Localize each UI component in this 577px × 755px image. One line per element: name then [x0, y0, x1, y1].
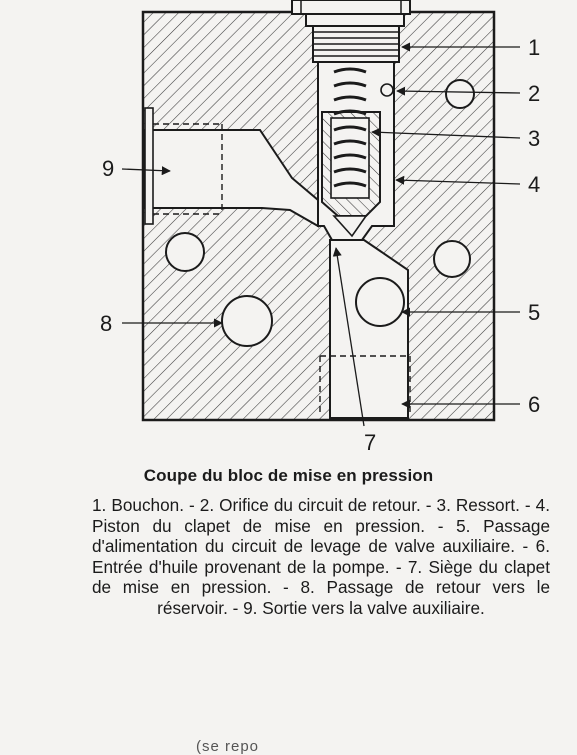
callout-2: 2 [528, 81, 541, 106]
return-passage [222, 296, 272, 346]
return-orifice [381, 84, 393, 96]
callout-4: 4 [528, 172, 541, 197]
supply-passage [356, 278, 404, 326]
callout-7: 7 [364, 430, 377, 455]
callout-6: 6 [528, 392, 541, 417]
inlet-channel [320, 240, 410, 418]
callout-3: 3 [528, 126, 541, 151]
caption-legend: 1. Bouchon. - 2. Orifice du circuit de retour. - 3. Ressort. - 4. Piston du clapet de mise en pression. - 5. Passage d'alimentation du circuit de levage de valve auxiliaire. - 6. Entrée d'huile provenant de la pompe. - 7. Siège du clapet de mise en pression. - 8. Passage de retour vers le réservoir. - 9. Sortie vers la valve auxiliaire. [92, 495, 550, 618]
callout-8: 8 [100, 311, 113, 336]
hole-left [166, 233, 204, 271]
footer-fragment: (se repo [196, 738, 260, 755]
caption-title: Coupe du bloc de mise en pression [143, 466, 434, 485]
callout-1: 1 [528, 35, 541, 60]
hole-right [434, 241, 470, 277]
callout-9: 9 [102, 156, 115, 181]
hole-top-right [446, 80, 474, 108]
callout-5: 5 [528, 300, 541, 325]
